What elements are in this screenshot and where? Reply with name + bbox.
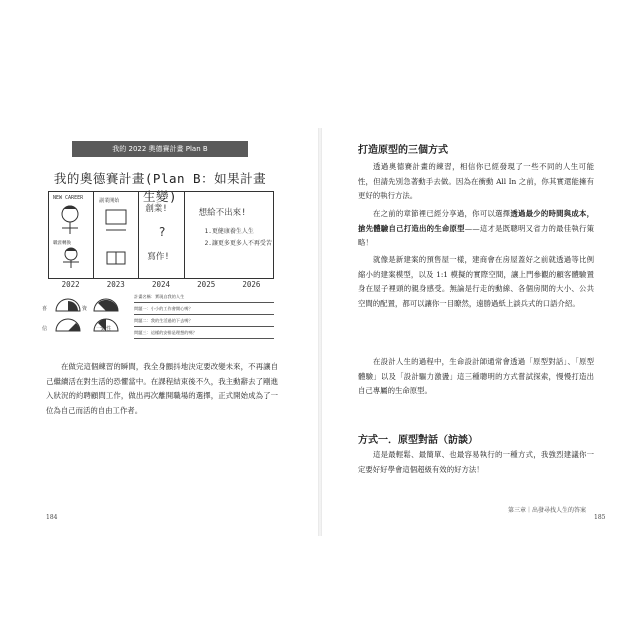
body-paragraph: 就像是新建案的預售屋一樣，建商會在房屋蓋好之前就透過等比例縮小的建案模型，以及 1:1 模擬的實際空間，讓上門參觀的顧客體驗置身在屋子裡頭的親身感受。無論是行走的動線、各個房間的大小、公共空間的配置，都可以讓你一目瞭然，遠勝過紙上談兵式的口語介紹。: [358, 255, 594, 308]
grid-cell-2025-2026: [185, 192, 273, 278]
gauge-label: 一致性: [96, 326, 112, 332]
year-label: 2025: [197, 280, 216, 289]
sketch-text: 想給不出來!: [198, 208, 247, 218]
grid-cell-2024: [139, 192, 184, 278]
sketch-text: 1.更健康養生人生: [204, 228, 254, 235]
sketch-text: 創業!: [145, 204, 168, 214]
question-mark-icon: [157, 224, 173, 238]
year-label: 2024: [151, 280, 171, 289]
question-line: 問題一：小小的工作會開心嗎？: [134, 303, 274, 315]
section-heading: 打造原型的三個方式: [358, 145, 448, 156]
gauge-label: 喜: [42, 306, 48, 312]
body-text: ——這才是既聰明又省力的最佳執行策略！: [358, 223, 594, 248]
figure-caption: 我的 2022 奧德賽計畫 Plan B: [72, 141, 248, 157]
page-number-left: 184: [46, 514, 58, 521]
year-labels: [48, 280, 274, 289]
question-line: 計畫名稱：實現自我的人生: [134, 291, 274, 303]
question-line: 問題二：我的生活過的下去嗎？: [134, 315, 274, 327]
question-line: 問題三：這樣的安排是理想的嗎？: [134, 327, 274, 339]
gauge-dials-icon: [48, 293, 128, 335]
body-paragraph: 透過奧德賽計畫的練習，相信你已經發現了一些不同的人生可能性，但請先別急著動手去做。因為在衝動 All In 之前，你其實還能擁有更好的執行方法。: [358, 162, 594, 201]
subsection-heading: 方式一．原型對話（訪談）: [358, 435, 478, 446]
body-paragraph: 在設計人生的過程中，生命設計師通常會透過「原型對話」、「原型體驗」以及「設計驅力激盪」這三種聰明的方式嘗試探索，慢慢打造出自己專屬的生命原型。: [358, 357, 594, 396]
year-label: 2026: [242, 280, 261, 289]
emphasis-text: 透過最少的時間與成本，搶先體驗自己打造出的生命原型: [358, 209, 594, 233]
body-paragraph: 這是最輕鬆、最簡單、也最容易執行的一種方式，我強烈建議你一定要好好學會這個超級有效的好方法！: [358, 450, 594, 474]
page-number-right: 185: [594, 514, 606, 521]
body-paragraph: [358, 207, 594, 251]
book-spine: [318, 128, 322, 536]
odyssey-plan-card: [38, 163, 280, 335]
timeline-grid: [48, 191, 274, 279]
sketch-text: 寫作!: [147, 252, 170, 262]
sketch-text: 職涯轉換: [53, 241, 71, 246]
sketch-text: 2.讓更多更多人不再受苦: [204, 240, 272, 247]
year-label: 2022: [61, 280, 80, 289]
chapter-label: 第三章｜出發尋找人生的答案: [508, 507, 587, 514]
question-lines: [134, 291, 274, 339]
year-label: 2023: [106, 280, 125, 289]
person-sketch-icon: [57, 202, 87, 272]
svg-text:?: ?: [159, 225, 166, 238]
gauge-label: 信: [42, 326, 48, 332]
desk-sketch-icon: [102, 204, 132, 274]
grid-cell-2022: [49, 192, 94, 278]
sketch-text: NEW CAREER: [53, 195, 84, 201]
grid-cell-2023: [94, 192, 139, 278]
left-body-paragraph: 在做完這個練習的瞬間，我全身顫抖地決定要改變未來，不再讓自己繼續活在對生活的恐懼當中。在課程結束後不久，我主動辭去了剛進入狀況的約聘顧問工作，做出再次離開職場的選擇，正式開始成為了一位為自己而活的自由工作者。: [46, 362, 278, 415]
gauge-label: 資: [82, 306, 88, 312]
body-text: 在之前的章節裡已經分享過，你可以選擇: [373, 209, 511, 218]
sketch-text: 副業開始: [99, 198, 120, 204]
card-title: 我的奧德賽計畫(Plan B：如果計畫生變): [53, 171, 267, 204]
